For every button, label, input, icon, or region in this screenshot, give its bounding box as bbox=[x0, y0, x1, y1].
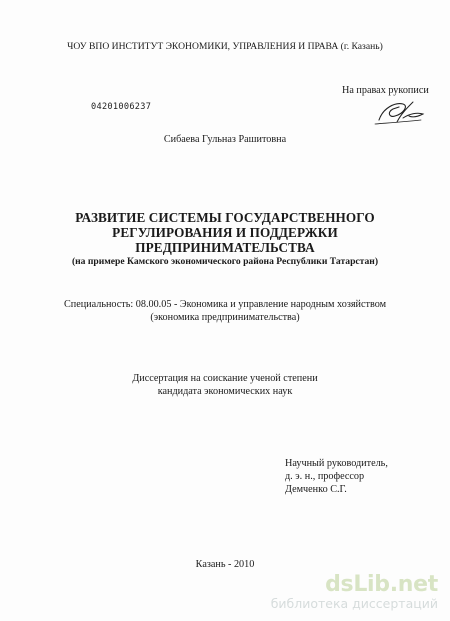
institution-name: ЧОУ ВПО ИНСТИТУТ ЭКОНОМИКИ, УПРАВЛЕНИЯ И ПРАВА (г. Казань) bbox=[67, 41, 383, 52]
dissertation-degree-line: Диссертация на соискание ученой степени bbox=[132, 373, 318, 384]
place-and-year: Казань - 2010 bbox=[195, 559, 255, 570]
title-line: РАЗВИТИЕ СИСТЕМЫ ГОСУДАРСТВЕННОГО bbox=[75, 210, 375, 225]
dslib-watermark bbox=[271, 574, 438, 611]
title-line: РЕГУЛИРОВАНИЯ И ПОДДЕРЖКИ bbox=[112, 225, 338, 240]
manuscript-rights-label: На правах рукописи bbox=[342, 85, 429, 96]
title-subtitle: (на примере Камского экономического района Республики Татарстан) bbox=[71, 256, 379, 267]
supervisor-line: Демченко С.Г. bbox=[285, 484, 347, 495]
watermark-brand: dsLib.net bbox=[325, 572, 438, 598]
watermark-tagline: библиотека диссертаций bbox=[270, 596, 438, 612]
supervisor-line: д. э. н., профессор bbox=[285, 471, 365, 482]
specialty-detail: (экономика предпринимательства) bbox=[150, 312, 300, 323]
supervisor-line: Научный руководитель, bbox=[285, 458, 388, 469]
catalog-number: 04201006237 bbox=[91, 102, 152, 112]
title-line: ПРЕДПРИНИМАТЕЛЬСТВА bbox=[135, 240, 315, 255]
signature bbox=[373, 96, 431, 130]
author-name: Сибаева Гульназ Рашитовна bbox=[163, 134, 287, 145]
specialty-line: Специальность: 08.00.05 - Экономика и управление народным хозяйством bbox=[63, 299, 387, 310]
dissertation-degree-line: кандидата экономических наук bbox=[157, 386, 293, 397]
